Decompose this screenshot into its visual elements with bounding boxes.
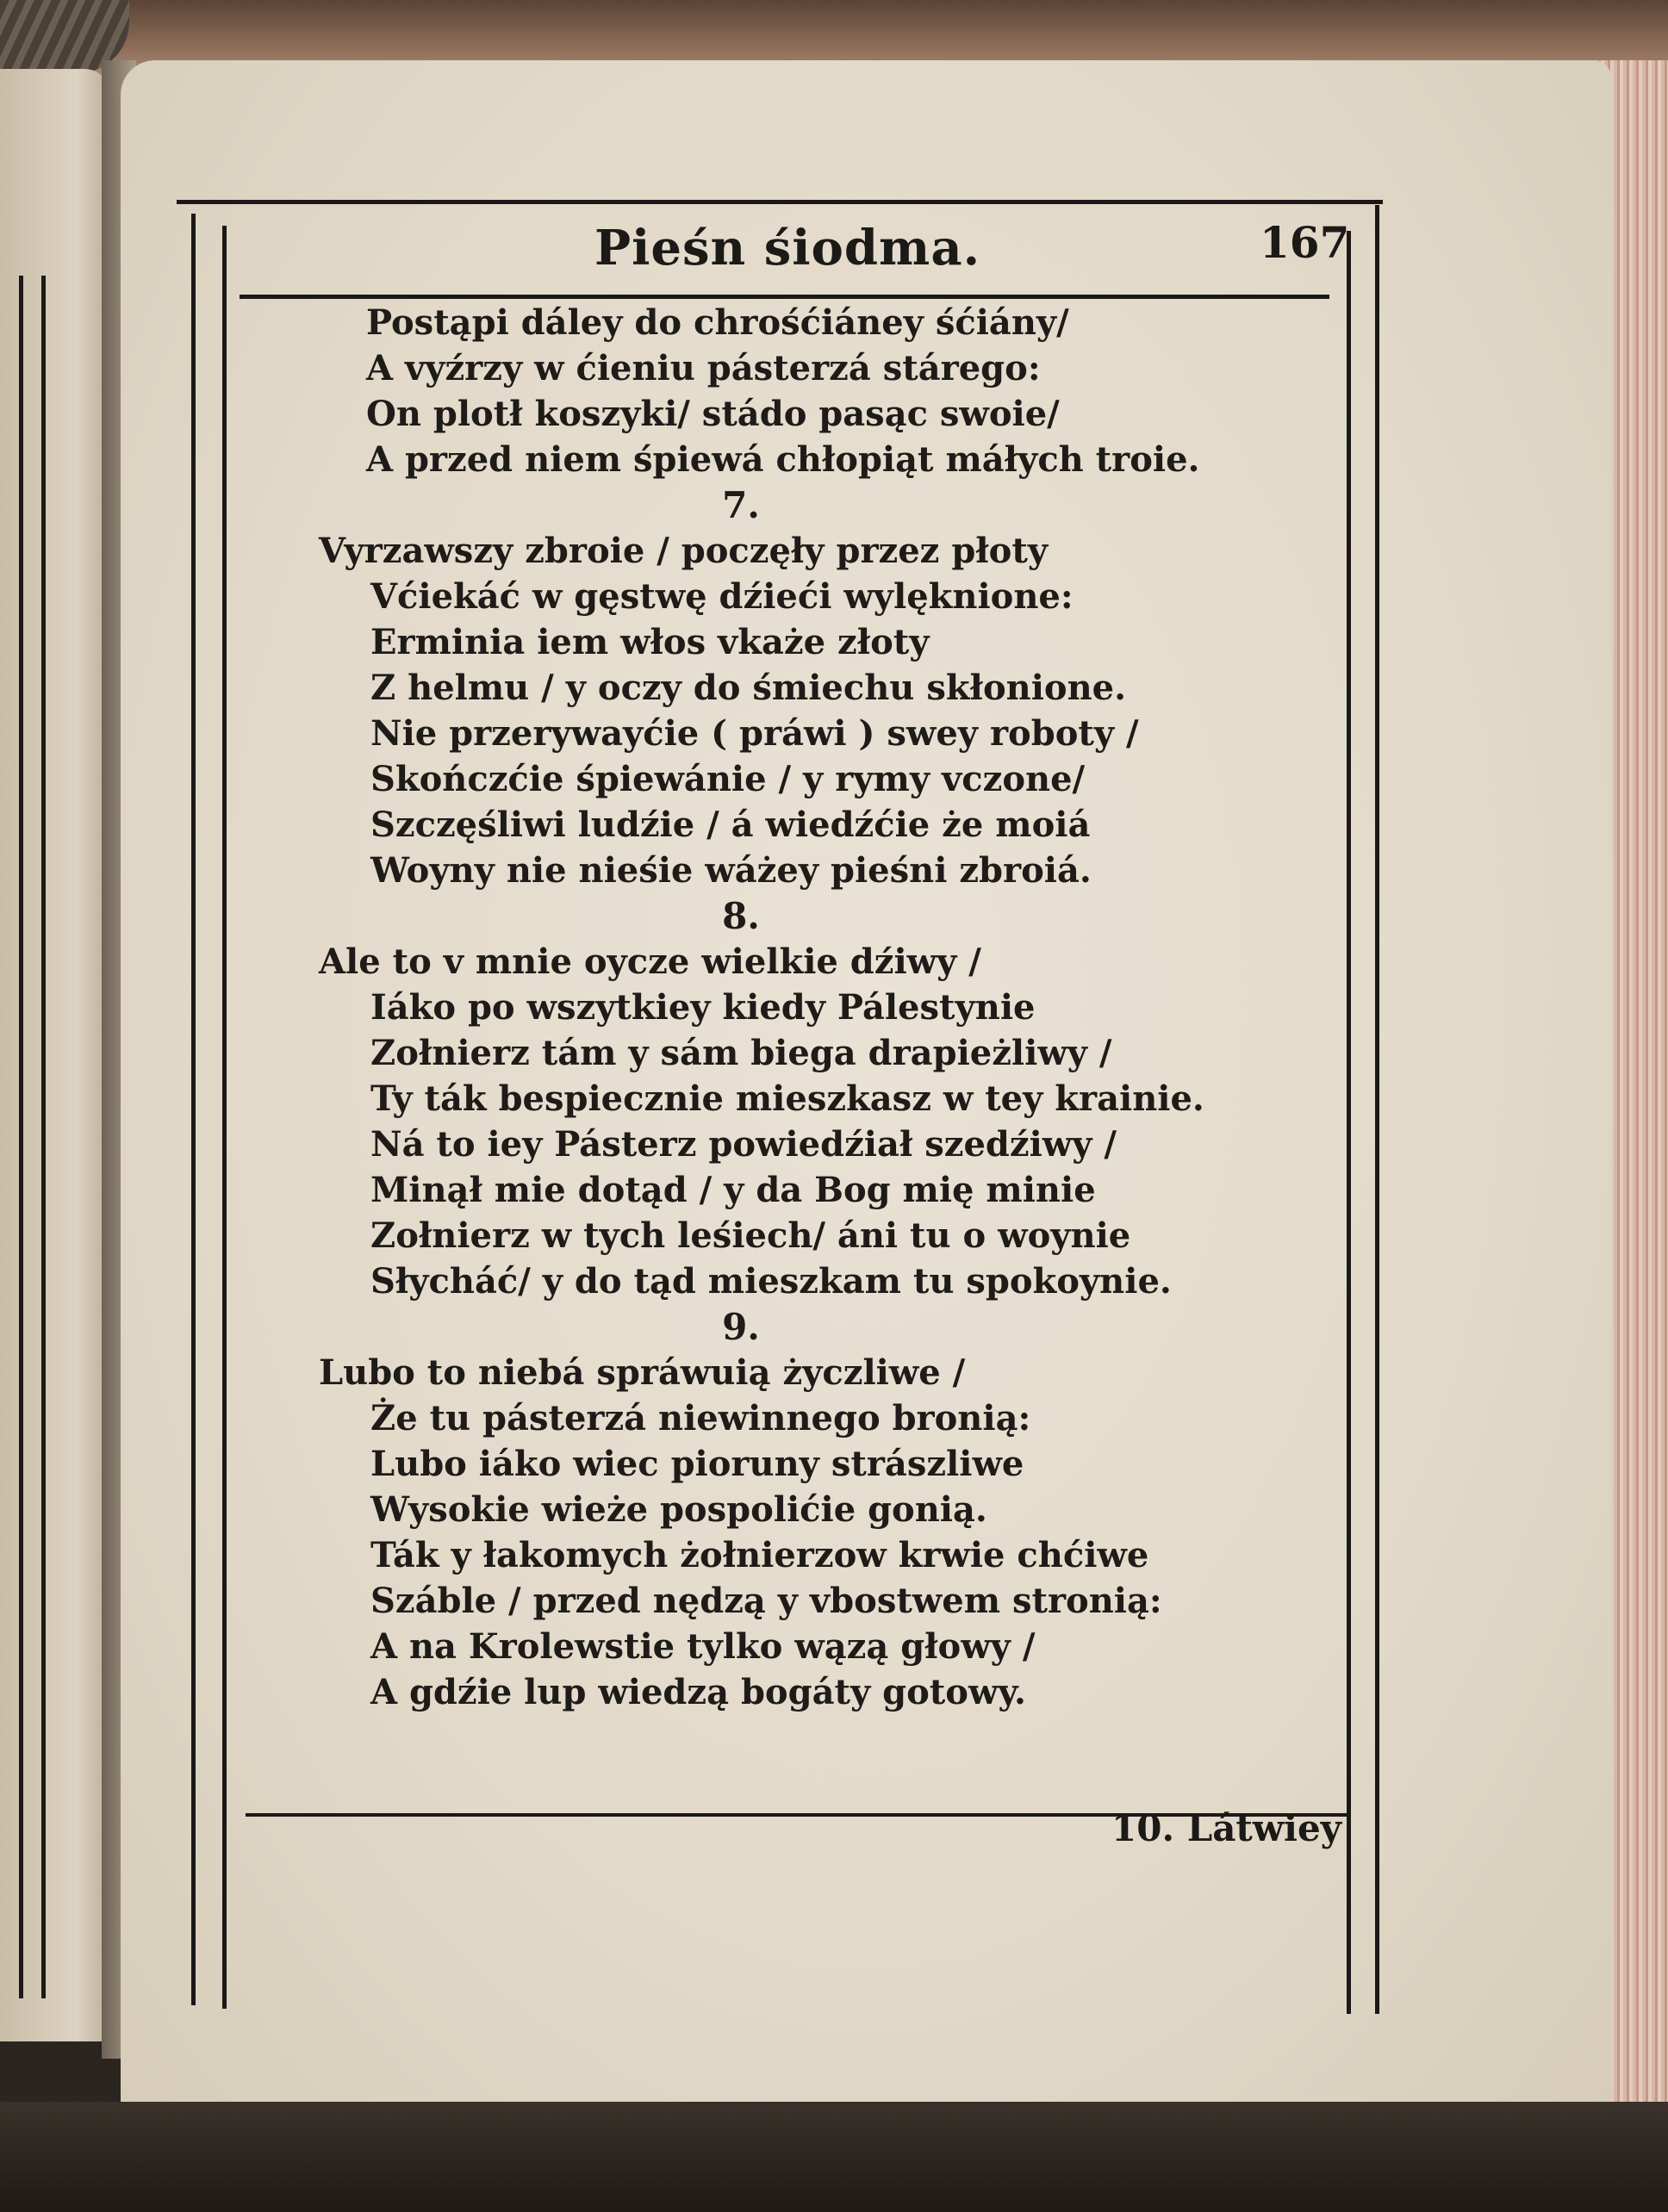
- verse-line: Iáko po wszytkiey kiedy Pálestynie: [370, 987, 1036, 1028]
- stanza: [319, 939, 1318, 1304]
- stanza-number: 7.: [722, 484, 760, 526]
- verse-line: Lubo iáko wiec pioruny strászliwe: [370, 1444, 1024, 1484]
- verse-line: Minął mie dotąd / y da Bog mię minie: [370, 1170, 1096, 1210]
- verse-line: Ale to v mnie oycze wielkie dźiwy /: [319, 941, 981, 982]
- verse-line: Nie przerywayćie ( práwi ) swey roboty /: [370, 713, 1139, 754]
- left-page-edge: [0, 69, 110, 2041]
- verse-line: Szczęśliwi ludźie / á wiedźćie że moiá: [370, 805, 1091, 845]
- verse-line: Erminia iem włos vkaże złoty: [370, 622, 930, 662]
- verse-line: Száble / przed nędzą y vbostwem stronią:: [370, 1581, 1162, 1621]
- verse-line: Zołnierz w tych leśiech/ áni tu o woynie: [370, 1215, 1131, 1256]
- header-underline-rule: [240, 295, 1329, 299]
- left-page-rule: [19, 276, 23, 1998]
- verse-line: Vyrzawszy zbroie / poczęły przez płoty: [319, 531, 1049, 571]
- verse-line: A przed niem śpiewá chłopiąt máłych troie.: [366, 439, 1200, 480]
- verse-line: Woyny nie nieśie wáżey pieśni zbroiá.: [370, 850, 1092, 891]
- frame-top-rule: [177, 200, 1383, 204]
- verse-line: A vyźrzy w ćieniu pásterzá stárego:: [366, 348, 1041, 388]
- verse-line: Postąpi dáley do chrośćiáney śćiány/: [366, 302, 1069, 343]
- frame-right-inner-rule: [1347, 231, 1351, 2014]
- stanza: [319, 300, 1318, 482]
- frame-left-inner-rule: [222, 226, 227, 2009]
- frame-right-outer-rule: [1375, 205, 1379, 2014]
- verse-line: Wysokie wieże pospolićie gonią.: [370, 1489, 987, 1530]
- left-page-rule: [41, 276, 46, 1998]
- verse-line: Vćiekáć w gęstwę dźieći wylęknione:: [370, 576, 1074, 617]
- verse-line: On plotł koszyki/ stádo pasąc swoie/: [366, 394, 1060, 434]
- verse-line: Lubo to niebá spráwuią życzliwe /: [319, 1352, 966, 1393]
- verse-line: A gdźie lup wiedzą bogáty gotowy.: [370, 1672, 1026, 1712]
- verse-line: Ták y łakomych żołnierzow krwie chćiwe: [370, 1535, 1149, 1575]
- stanza-number: 8.: [722, 895, 760, 937]
- poem-text: [319, 300, 1318, 1715]
- verse-line: Słycháć/ y do tąd mieszkam tu spokoynie.: [370, 1261, 1172, 1302]
- stanza-number: 9.: [722, 1306, 760, 1348]
- verse-line: Ná to iey Pásterz powiedźiał szedźiwy /: [370, 1124, 1117, 1165]
- stanza: [319, 1350, 1318, 1715]
- verse-line: Skończćie śpiewánie / y rymy vczone/: [370, 759, 1086, 799]
- verse-line: Ty ták bespiecznie mieszkasz w tey krainie.: [370, 1078, 1204, 1119]
- table-surface: [0, 2102, 1668, 2212]
- stanza: [319, 528, 1318, 893]
- catchword: 10. Látwiey: [1111, 1807, 1342, 1849]
- verse-line: Że tu pásterzá niewinnego bronią:: [370, 1398, 1031, 1438]
- verse-line: Z helmu / y oczy do śmiechu skłonione.: [370, 668, 1127, 708]
- page-number: 167: [1260, 217, 1350, 268]
- frame-left-outer-rule: [191, 214, 196, 2005]
- running-title: Pieśn śiodma.: [594, 220, 981, 276]
- verse-line: A na Krolewstie tylko wązą głowy /: [370, 1626, 1036, 1667]
- verse-line: Zołnierz tám y sám biega drapieżliwy /: [370, 1033, 1112, 1073]
